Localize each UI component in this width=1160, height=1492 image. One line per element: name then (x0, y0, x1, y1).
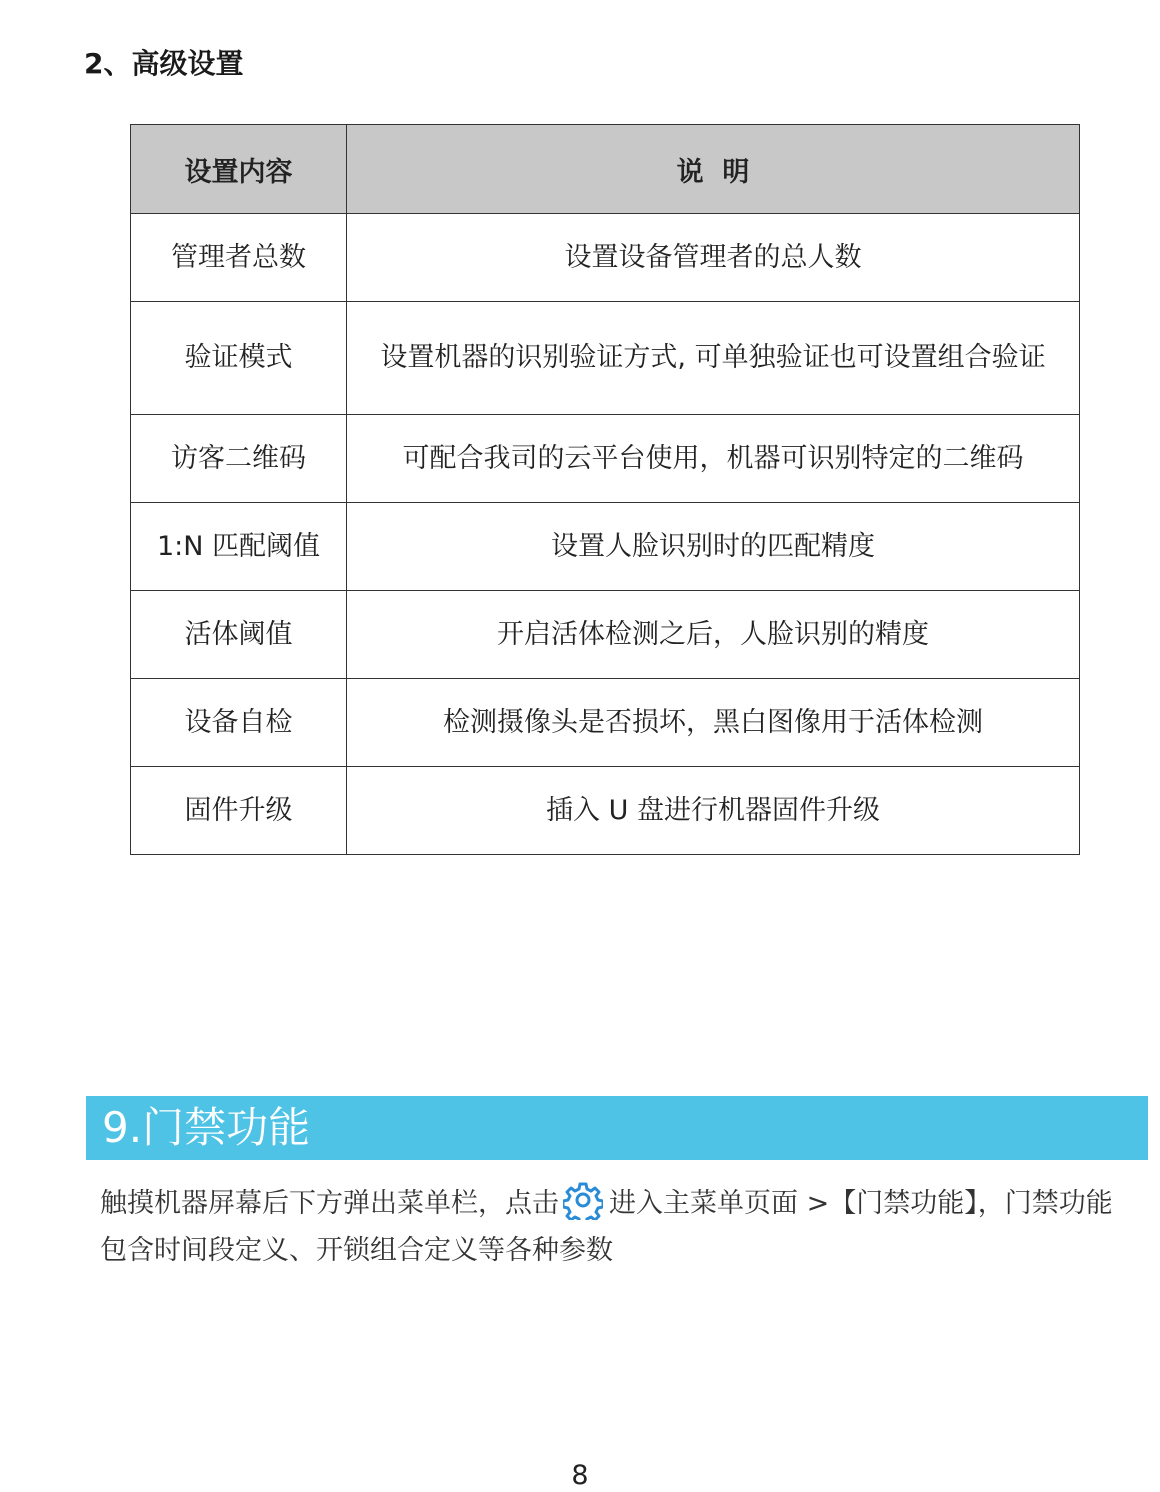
table-row (131, 679, 1080, 767)
setting-name: 1:N 匹配阈值 (131, 503, 347, 591)
setting-description: 可配合我司的云平台使用，机器可识别特定的二维码 (347, 415, 1080, 503)
setting-name: 活体阈值 (131, 591, 347, 679)
page-number: 8 (571, 1460, 589, 1491)
setting-description: 设置机器的识别验证方式, 可单独验证也可设置组合验证 (347, 302, 1080, 415)
body-text-part2: 进入主菜单页面 >【门禁功能】，门禁功能包含时间段定义、开锁组合定义等各种参数 (100, 1188, 1113, 1266)
chapter-title: 9.门禁功能 (102, 1103, 311, 1152)
setting-name: 固件升级 (131, 767, 347, 855)
setting-description: 检测摄像头是否损坏，黑白图像用于活体检测 (347, 679, 1080, 767)
settings-table (130, 124, 1080, 855)
setting-name: 访客二维码 (131, 415, 347, 503)
setting-description: 设置设备管理者的总人数 (347, 214, 1080, 302)
table-row (131, 503, 1080, 591)
setting-name: 管理者总数 (131, 214, 347, 302)
table-row (131, 214, 1080, 302)
body-text-part1: 触摸机器屏幕后下方弹出菜单栏，点击 (100, 1188, 559, 1219)
header-setting: 设置内容 (131, 125, 347, 214)
table-row (131, 767, 1080, 855)
table-header-row (131, 125, 1080, 214)
setting-description: 设置人脸识别时的匹配精度 (347, 503, 1080, 591)
header-description: 说 明 (347, 125, 1080, 214)
section-heading: 2、高级设置 (84, 47, 244, 80)
gear-icon (563, 1180, 603, 1220)
table-row (131, 591, 1080, 679)
body-paragraph (100, 1180, 1130, 1274)
setting-name: 验证模式 (131, 302, 347, 415)
table-row (131, 302, 1080, 415)
setting-description: 插入 U 盘进行机器固件升级 (347, 767, 1080, 855)
table-row (131, 415, 1080, 503)
setting-name: 设备自检 (131, 679, 347, 767)
setting-description: 开启活体检测之后，人脸识别的精度 (347, 591, 1080, 679)
chapter-banner (86, 1096, 1148, 1160)
